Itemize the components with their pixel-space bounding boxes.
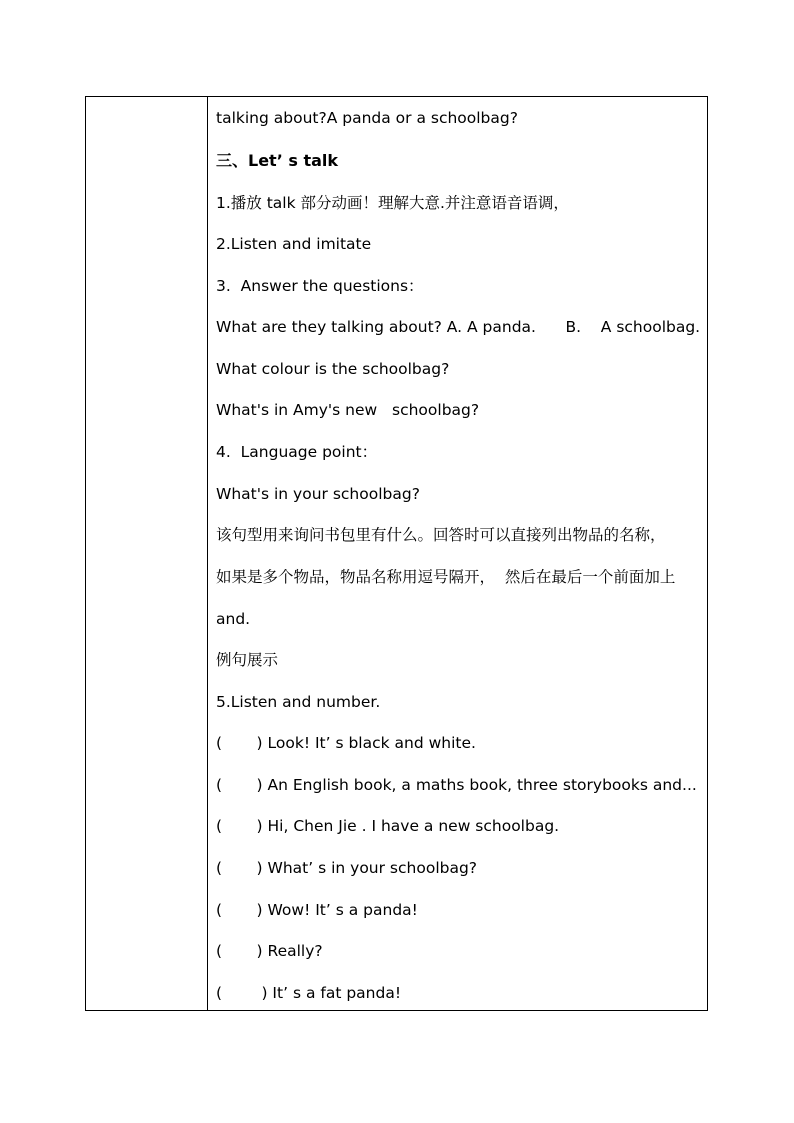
question-2-text: What colour is the schoolbag?	[216, 360, 450, 378]
question-1-text: What are they talking about? A. A panda. B. A schoolbag.	[216, 318, 701, 336]
explanation-line-3: and.	[216, 610, 251, 628]
number-item: ( ) Look! It’ s black and white.	[216, 734, 476, 752]
number-item: ( ) Wow! It’ s a panda!	[216, 901, 418, 919]
text-line-continuation: talking about?A panda or a schoolbag?	[216, 109, 518, 127]
explanation-line-2: 如果是多个物品，物品名称用逗号隔开， 然后在最后一个前面加上	[216, 568, 676, 586]
step-5-text: 5.Listen and number.	[216, 693, 381, 711]
number-item: ( ) An English book, a maths book, three storybooks and...	[216, 776, 697, 794]
lesson-table	[85, 96, 708, 1011]
key-sentence-text: What's in your schoolbag?	[216, 485, 420, 503]
number-item: ( ) What’ s in your schoolbag?	[216, 859, 478, 877]
step-2-text: 2.Listen and imitate	[216, 235, 372, 253]
step-3-text: 3. Answer the questions：	[216, 277, 424, 295]
example-label: 例句展示	[216, 651, 279, 669]
question-3-text: What's in Amy's new schoolbag?	[216, 401, 480, 419]
content-column-cell	[208, 97, 707, 1010]
number-item: ( ) It’ s a fat panda!	[216, 984, 402, 1002]
step-1-text: 1.播放 talk 部分动画！理解大意.并注意语音语调，	[216, 194, 569, 212]
section-heading-lets-talk: 三、Let’ s talk	[216, 151, 339, 170]
number-item: ( ) Really?	[216, 942, 323, 960]
left-column-cell	[86, 97, 208, 1010]
step-4-text: 4. Language point：	[216, 443, 378, 461]
explanation-line-1: 该句型用来询问书包里有什么。回答时可以直接列出物品的名称，	[216, 526, 666, 544]
number-item: ( ) Hi, Chen Jie . I have a new schoolbag.	[216, 817, 560, 835]
